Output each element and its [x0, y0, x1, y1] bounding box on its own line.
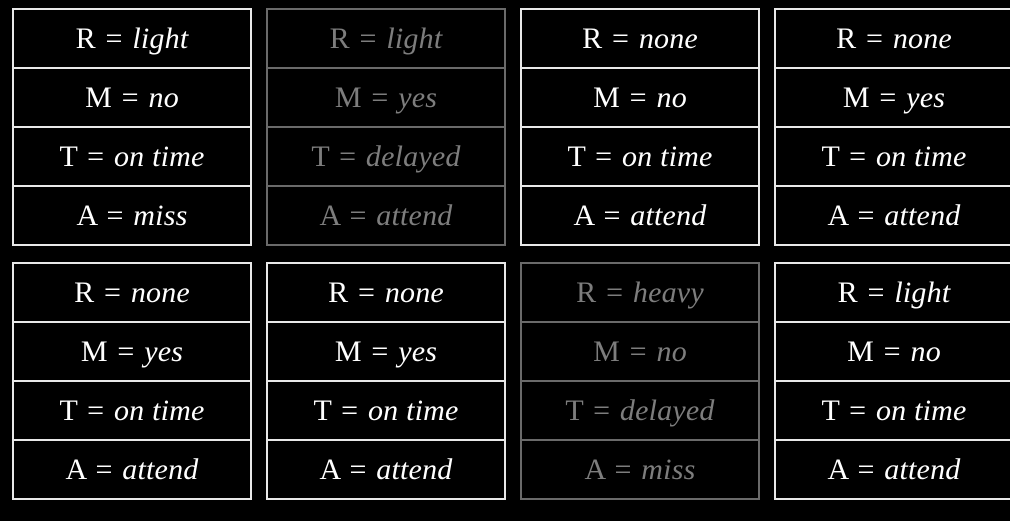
attribute-key: A	[573, 198, 594, 232]
equals-sign: =	[103, 275, 122, 309]
attribute-text	[329, 21, 443, 55]
attribute-text	[319, 452, 453, 486]
attribute-text	[75, 21, 189, 55]
attribute-text	[334, 80, 438, 114]
attribute-row	[14, 187, 250, 244]
attribute-value: no	[910, 334, 941, 368]
equals-sign: =	[359, 21, 377, 55]
attribute-key: T	[821, 139, 840, 173]
attribute-row	[522, 10, 758, 69]
attribute-key: R	[74, 275, 95, 309]
attribute-value: none	[638, 21, 698, 55]
attribute-value: yes	[398, 80, 438, 114]
attribute-key: R	[75, 21, 96, 55]
attribute-key: R	[837, 275, 858, 309]
attribute-key: M	[593, 334, 620, 368]
attribute-value: attend	[630, 198, 707, 232]
attribute-value: delayed	[619, 393, 715, 427]
attribute-key: A	[76, 198, 97, 232]
case-card	[266, 8, 506, 246]
case-card	[12, 262, 252, 500]
equals-sign: =	[371, 334, 389, 368]
attribute-value: yes	[144, 334, 184, 368]
attribute-key: R	[576, 275, 597, 309]
attribute-value: none	[892, 21, 952, 55]
attribute-row	[776, 441, 1010, 498]
case-card	[774, 262, 1010, 500]
case-card	[520, 8, 760, 246]
equals-sign: =	[117, 334, 135, 368]
attribute-text	[85, 80, 179, 114]
attribute-key: A	[65, 452, 86, 486]
attribute-value: on time	[367, 393, 459, 427]
equals-sign: =	[606, 275, 624, 309]
equals-sign: =	[849, 393, 867, 427]
equals-sign: =	[883, 334, 901, 368]
attribute-value: on time	[113, 393, 205, 427]
attribute-key: A	[827, 452, 848, 486]
attribute-row	[14, 323, 250, 382]
attribute-text	[821, 393, 967, 427]
attribute-text	[59, 393, 205, 427]
case-card	[266, 262, 506, 500]
attribute-value: attend	[884, 452, 961, 486]
attribute-text	[565, 393, 715, 427]
equals-sign: =	[849, 139, 867, 173]
attribute-row	[14, 264, 250, 323]
attribute-value: no	[656, 80, 687, 114]
attribute-text	[319, 198, 453, 232]
attribute-row	[776, 264, 1010, 323]
attribute-key: M	[842, 80, 870, 114]
attribute-text	[827, 452, 961, 486]
attribute-text	[74, 275, 190, 309]
attribute-key: T	[311, 139, 330, 173]
attribute-value: yes	[398, 334, 438, 368]
attribute-text	[582, 21, 698, 55]
attribute-row	[522, 382, 758, 441]
attribute-text	[847, 334, 941, 368]
equals-sign: =	[879, 80, 897, 114]
attribute-key: M	[334, 334, 362, 368]
equals-sign: =	[349, 452, 367, 486]
attribute-row	[268, 69, 504, 128]
attribute-key: T	[313, 393, 332, 427]
attribute-text	[584, 452, 696, 486]
attribute-value: miss	[133, 198, 188, 232]
attribute-row	[14, 69, 250, 128]
attribute-value: attend	[884, 198, 961, 232]
attribute-value: no	[656, 334, 687, 368]
attribute-key: T	[567, 139, 586, 173]
attribute-value: attend	[376, 198, 453, 232]
attribute-row	[776, 69, 1010, 128]
attribute-row	[268, 10, 504, 69]
attribute-row	[776, 323, 1010, 382]
case-card	[12, 8, 252, 246]
equals-sign: =	[95, 452, 113, 486]
equals-sign: =	[867, 275, 885, 309]
attribute-value: on time	[621, 139, 713, 173]
attribute-row	[268, 128, 504, 187]
attribute-text	[311, 139, 461, 173]
attribute-key: A	[319, 452, 340, 486]
attribute-text	[313, 393, 459, 427]
attribute-row	[776, 10, 1010, 69]
attribute-value: none	[384, 275, 444, 309]
attribute-key: R	[836, 21, 857, 55]
attribute-key: M	[847, 334, 874, 368]
equals-sign: =	[857, 198, 875, 232]
equals-sign: =	[87, 139, 105, 173]
equals-sign: =	[121, 80, 139, 114]
attribute-text	[328, 275, 444, 309]
attribute-value: light	[386, 21, 443, 55]
attribute-text	[593, 80, 687, 114]
attribute-key: T	[59, 393, 78, 427]
attribute-value: on time	[875, 393, 967, 427]
attribute-row	[522, 69, 758, 128]
case-card	[774, 8, 1010, 246]
attribute-text	[837, 275, 951, 309]
attribute-key: T	[821, 393, 840, 427]
equals-sign: =	[371, 80, 389, 114]
attribute-key: A	[319, 198, 340, 232]
attribute-value: none	[130, 275, 190, 309]
attribute-row	[14, 10, 250, 69]
attribute-row	[268, 323, 504, 382]
attribute-key: T	[565, 393, 584, 427]
equals-sign: =	[593, 393, 611, 427]
attribute-value: attend	[376, 452, 453, 486]
attribute-row	[522, 128, 758, 187]
attribute-text	[76, 198, 188, 232]
attribute-value: light	[894, 275, 951, 309]
attribute-text	[59, 139, 205, 173]
attribute-row	[776, 187, 1010, 244]
attribute-row	[14, 441, 250, 498]
attribute-value: heavy	[632, 275, 704, 309]
attribute-row	[776, 128, 1010, 187]
attribute-value: miss	[641, 452, 696, 486]
equals-sign: =	[339, 139, 357, 173]
equals-sign: =	[611, 21, 630, 55]
equals-sign: =	[341, 393, 359, 427]
attribute-text	[65, 452, 199, 486]
equals-sign: =	[629, 334, 647, 368]
attribute-value: on time	[875, 139, 967, 173]
equals-sign: =	[595, 139, 613, 173]
attribute-row	[268, 187, 504, 244]
attribute-row	[522, 441, 758, 498]
equals-sign: =	[105, 21, 123, 55]
attribute-row	[268, 264, 504, 323]
attribute-text	[567, 139, 713, 173]
attribute-text	[821, 139, 967, 173]
attribute-text	[80, 334, 184, 368]
attribute-key: R	[329, 21, 350, 55]
attribute-value: delayed	[365, 139, 461, 173]
attribute-key: A	[584, 452, 605, 486]
equals-sign: =	[349, 198, 367, 232]
attribute-key: M	[593, 80, 620, 114]
attribute-key: M	[85, 80, 112, 114]
equals-sign: =	[603, 198, 621, 232]
attribute-key: R	[328, 275, 349, 309]
attribute-text	[334, 334, 438, 368]
equals-sign: =	[87, 393, 105, 427]
attribute-key: M	[334, 80, 362, 114]
attribute-value: yes	[906, 80, 946, 114]
attribute-row	[268, 441, 504, 498]
attribute-row	[14, 128, 250, 187]
equals-sign: =	[106, 198, 124, 232]
attribute-row	[522, 323, 758, 382]
attribute-row	[522, 264, 758, 323]
attribute-value: light	[132, 21, 189, 55]
attribute-row	[14, 382, 250, 441]
equals-sign: =	[865, 21, 884, 55]
attribute-key: M	[80, 334, 108, 368]
equals-sign: =	[614, 452, 632, 486]
attribute-text	[842, 80, 946, 114]
equals-sign: =	[629, 80, 647, 114]
attribute-key: T	[59, 139, 78, 173]
attribute-text	[593, 334, 687, 368]
case-card	[520, 262, 760, 500]
attribute-row	[776, 382, 1010, 441]
attribute-text	[576, 275, 704, 309]
attribute-value: no	[148, 80, 179, 114]
equals-sign: =	[857, 452, 875, 486]
attribute-value: attend	[122, 452, 199, 486]
attribute-row	[268, 382, 504, 441]
attribute-value: on time	[113, 139, 205, 173]
attribute-text	[827, 198, 961, 232]
attribute-row	[522, 187, 758, 244]
attribute-key: R	[582, 21, 603, 55]
equals-sign: =	[357, 275, 376, 309]
attribute-text	[573, 198, 707, 232]
attribute-text	[836, 21, 952, 55]
attribute-key: A	[827, 198, 848, 232]
